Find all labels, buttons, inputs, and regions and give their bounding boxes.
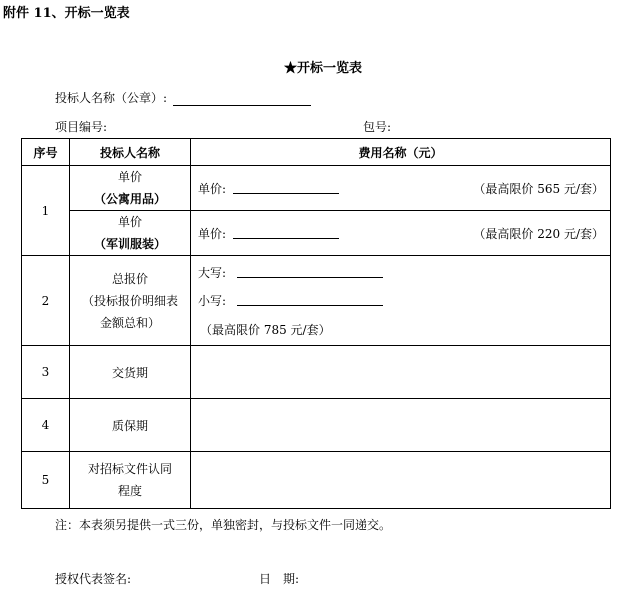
row2-total-cell xyxy=(191,256,611,346)
bidder-name-blank[interactable] xyxy=(173,92,311,106)
row5-line2: 程度 xyxy=(117,484,142,498)
row2-lower-label: 小写: xyxy=(198,294,227,308)
table-row xyxy=(22,346,611,399)
row1-item-b xyxy=(70,211,191,256)
document-title: ★开标一览表 xyxy=(284,61,363,76)
row1-no: 1 xyxy=(22,166,70,256)
row2-line1: 总报价 xyxy=(111,271,148,286)
footer-note: 注：本表须另提供一式三份，单独密封，与投标文件一同递交。 xyxy=(55,518,392,532)
signature-label: 授权代表签名: xyxy=(55,572,132,586)
row3-label: 交货期 xyxy=(70,346,191,399)
row3-value[interactable] xyxy=(191,346,611,399)
row1-a-unit: 单价 xyxy=(117,170,142,184)
row1-a-price-cell xyxy=(191,166,611,211)
table-row xyxy=(22,452,611,509)
bid-opening-table xyxy=(21,138,611,509)
header-no: 序号 xyxy=(22,139,70,166)
row1-b-price-blank[interactable] xyxy=(233,224,339,239)
table-header-row xyxy=(22,139,611,166)
row4-label: 质保期 xyxy=(70,399,191,452)
row2-lower-blank[interactable] xyxy=(237,291,383,306)
row1-b-price-cell xyxy=(191,211,611,256)
row2-line2: （投标报价明细表 xyxy=(81,293,178,308)
row1-a-limit: （最高限价 565 元/套） xyxy=(473,182,604,196)
row1-item-a xyxy=(70,166,191,211)
attachment-title: 附件 11、开标一览表 xyxy=(3,6,130,21)
row2-upper-blank[interactable] xyxy=(237,263,383,278)
row2-line3: 金额总和） xyxy=(99,315,160,330)
row1-b-limit: （最高限价 220 元/套） xyxy=(473,227,604,241)
row1-a-item: （公寓用品） xyxy=(93,192,166,206)
header-bidder: 投标人名称 xyxy=(70,139,191,166)
row2-upper-label: 大写: xyxy=(198,266,227,280)
row5-value[interactable] xyxy=(191,452,611,509)
row4-no: 4 xyxy=(22,399,70,452)
row2-label xyxy=(70,256,191,346)
row1-a-price-label: 单价: xyxy=(198,182,227,196)
row1-b-price-label: 单价: xyxy=(198,227,227,241)
row5-label xyxy=(70,452,191,509)
row3-no: 3 xyxy=(22,346,70,399)
table-row xyxy=(22,166,611,211)
package-number-label: 包号: xyxy=(363,120,392,134)
row2-limit: （最高限价 785 元/套） xyxy=(200,323,331,337)
row5-no: 5 xyxy=(22,452,70,509)
bidder-name-label: 投标人名称（公章）: xyxy=(55,91,168,105)
project-number-label: 项目编号: xyxy=(55,120,108,134)
row2-no: 2 xyxy=(22,256,70,346)
header-cost: 费用名称（元） xyxy=(191,139,611,166)
row1-b-unit: 单价 xyxy=(117,215,142,229)
table-row xyxy=(22,256,611,346)
row1-b-item: （军训服装） xyxy=(93,237,166,251)
date-label: 日 期: xyxy=(259,572,300,586)
row4-value[interactable] xyxy=(191,399,611,452)
bidder-name-row xyxy=(55,89,311,106)
table-row xyxy=(22,211,611,256)
table-row xyxy=(22,399,611,452)
row1-a-price-blank[interactable] xyxy=(233,179,339,194)
row5-line1: 对招标文件认同 xyxy=(87,462,172,476)
